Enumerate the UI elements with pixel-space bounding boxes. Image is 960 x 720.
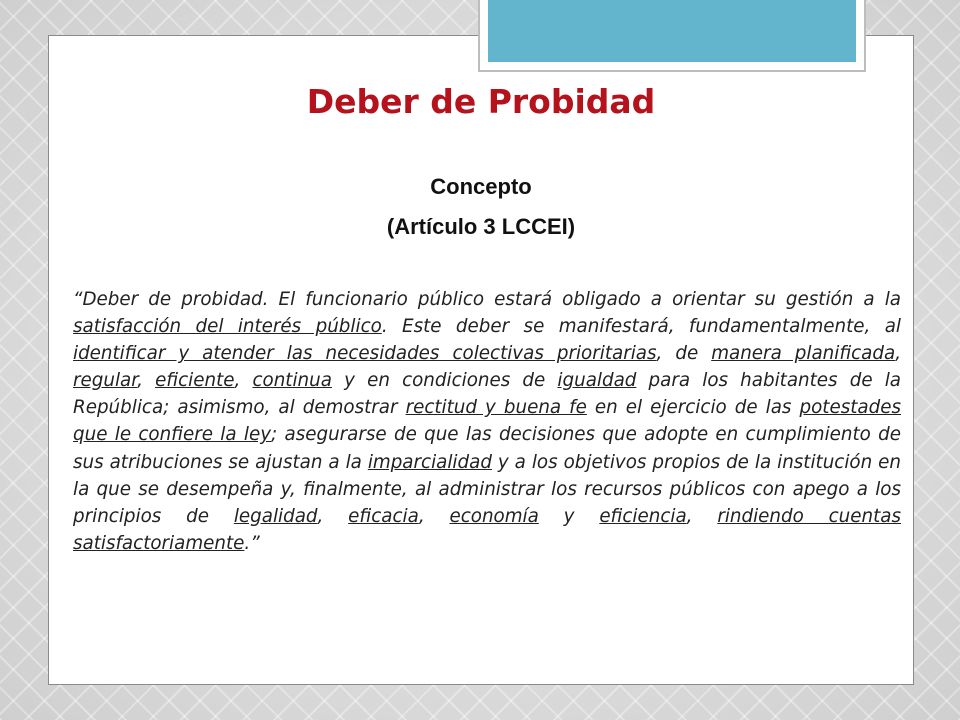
body-text-segment: , <box>317 505 349 527</box>
body-text-segment: y <box>538 505 600 527</box>
body-text-segment: , <box>686 505 718 527</box>
subtitle-article: (Artículo 3 LCCEI) <box>386 214 576 239</box>
underlined-term: eficiente <box>155 370 235 392</box>
body-text-segment: .” <box>244 532 260 554</box>
underlined-term: eficacia <box>348 505 419 527</box>
underlined-term: continua <box>252 370 332 392</box>
underlined-term: regular <box>73 370 138 392</box>
article-quote-text <box>73 286 901 557</box>
underlined-term: imparcialidad <box>367 451 492 473</box>
underlined-term: eficiencia <box>599 505 687 527</box>
body-text-segment: . Este deber se manifestará, fundamentalmente, al <box>381 316 901 338</box>
underlined-term: legalidad <box>233 505 318 527</box>
underlined-term: igualdad <box>557 370 637 392</box>
body-text-segment: ; asegurarse de que las decisiones que adopte en cumplimiento de sus atribuciones se ajustan a la <box>73 424 901 473</box>
body-text-segment: y en condiciones de <box>331 370 558 392</box>
body-text-segment: , <box>137 370 156 392</box>
subtitle-concept: Concepto <box>430 174 532 199</box>
accent-block <box>488 0 856 62</box>
underlined-term: satisfacción del interés público <box>73 316 382 338</box>
body-text-segment: , <box>234 370 253 392</box>
body-text-segment: en el ejercicio de las <box>586 397 800 419</box>
body-text-segment: , <box>418 505 450 527</box>
slide-title: Deber de Probidad <box>306 82 656 121</box>
body-text-segment: y a los objetivos propios de la institución en la que se desempeña y, finalmente, al administrar los recursos públicos con apego a los principios de <box>73 451 901 527</box>
body-text-segment: para los habitantes de la República; asimismo, al demostrar <box>73 370 902 419</box>
body-text-segment: , de <box>656 343 712 365</box>
underlined-term: potestades que le confiere la ley <box>73 397 901 446</box>
underlined-term: rindiendo cuentas satisfactoriamente <box>73 505 901 554</box>
underlined-term: manera planificada <box>711 343 896 365</box>
underlined-term: economía <box>449 505 539 527</box>
body-text-segment: , <box>895 343 901 365</box>
underlined-term: rectitud y buena fe <box>405 397 587 419</box>
body-text-segment: “Deber de probidad. El funcionario público estará obligado a orientar su gestión a la <box>73 289 901 310</box>
underlined-term: identificar y atender las necesidades colectivas prioritarias <box>73 343 657 365</box>
